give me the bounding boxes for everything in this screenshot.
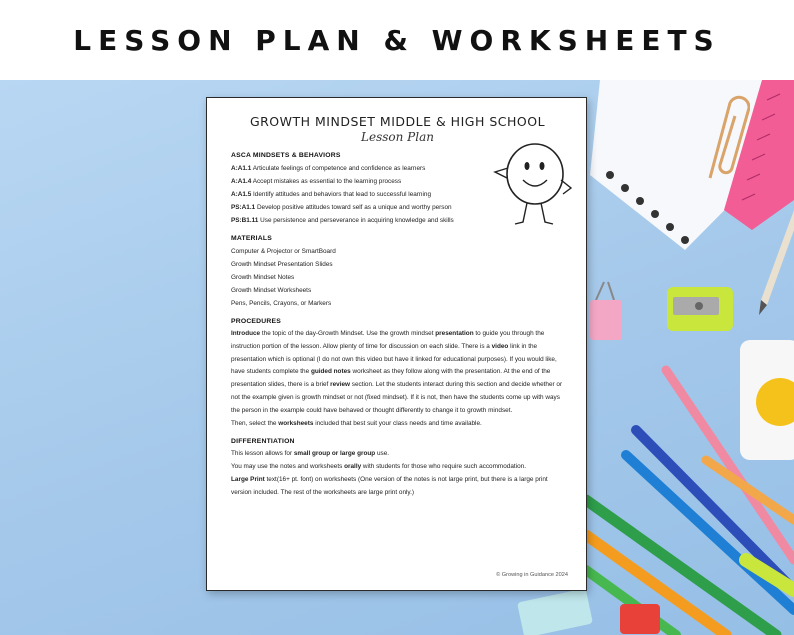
differentiation-line: Large Print text(16+ pt. font) on worksheets (One version of the notes is not large print, but there is a large print version included. The rest of the worksheets are large print only.) [231, 475, 548, 496]
binder-clip-image [586, 280, 626, 350]
growth-mindset-mascot-icon [487, 136, 577, 231]
header-banner [0, 0, 794, 80]
materials-item: Growth Mindset Notes [231, 274, 295, 281]
sharpener-red-image [616, 600, 666, 635]
differentiation-heading: DIFFERENTIATION [231, 438, 295, 446]
colored-pencils-image [586, 360, 794, 635]
document-subtitle: Lesson Plan [361, 130, 434, 144]
document-title: GROWTH MINDSET MIDDLE & HIGH SCHOOL [249, 114, 546, 129]
asca-item: A:A1.1 Articulate feelings of competence and confidence as learners [231, 165, 426, 172]
asca-section [231, 152, 491, 227]
banner-title: LESSON PLAN & WORKSHEETS [73, 23, 721, 57]
materials-heading: MATERIALS [231, 235, 272, 242]
materials-item: Computer & Projector or SmartBoard [231, 248, 336, 255]
differentiation-line: This lesson allows for small group or large group use. [231, 450, 390, 458]
procedures-heading: PROCEDURES [231, 318, 281, 325]
asca-item: A:A1.5 Identify attitudes and behaviors that lead to successful learning [231, 191, 432, 198]
asca-item: PS:B1.11 Use persistence and perseverance in acquiring knowledge and skills [231, 217, 454, 224]
procedures-paragraph: Then, select the worksheets included that best suit your class needs and time available. [231, 419, 482, 427]
asca-item: PS:A1.1 Develop positive attitudes toward self as a unique and worthy person [231, 204, 452, 211]
copyright-footer: © Growing in Guidance 2024 [496, 572, 568, 578]
asca-heading: ASCA MINDSETS & BEHAVIORS [231, 152, 341, 159]
materials-item: Growth Mindset Worksheets [231, 287, 312, 294]
eraser-image [510, 585, 600, 635]
pencil-image [745, 200, 794, 320]
sharpener-image [665, 283, 737, 335]
materials-section [231, 235, 564, 310]
lesson-plan-page [206, 97, 587, 591]
materials-item: Pens, Pencils, Crayons, or Markers [231, 300, 332, 307]
differentiation-line: You may use the notes and worksheets orally with students for those who require such accommodation. [231, 463, 526, 471]
asca-item: A:A1.4 Accept mistakes as essential to the learning process [231, 178, 402, 185]
materials-item: Growth Mindset Presentation Slides [231, 261, 333, 268]
differentiation-section [231, 438, 564, 499]
procedures-paragraph: Introduce the topic of the day-Growth Mindset. Use the growth mindset presentation to guide you through the instruction portion of the lesson. Allow plenty of time for discussion on each slide. There is a video link in the presentation which is optional (I do not own this video but have it linked for educational purposes). If you would like, have students complete the guided notes worksheet as they follow along with the presentation. At the end of the presentation slides, there is a brief review section. Let the students interact during this section and decide whether or not the example given is growth mindset or not (fixed mindset). If it is not, then have the students come up with ways the person in the example could have behaved or thought differently to change it to growth mindset. [231, 330, 563, 414]
paper-clip-image [690, 88, 750, 188]
procedures-section [231, 318, 564, 430]
